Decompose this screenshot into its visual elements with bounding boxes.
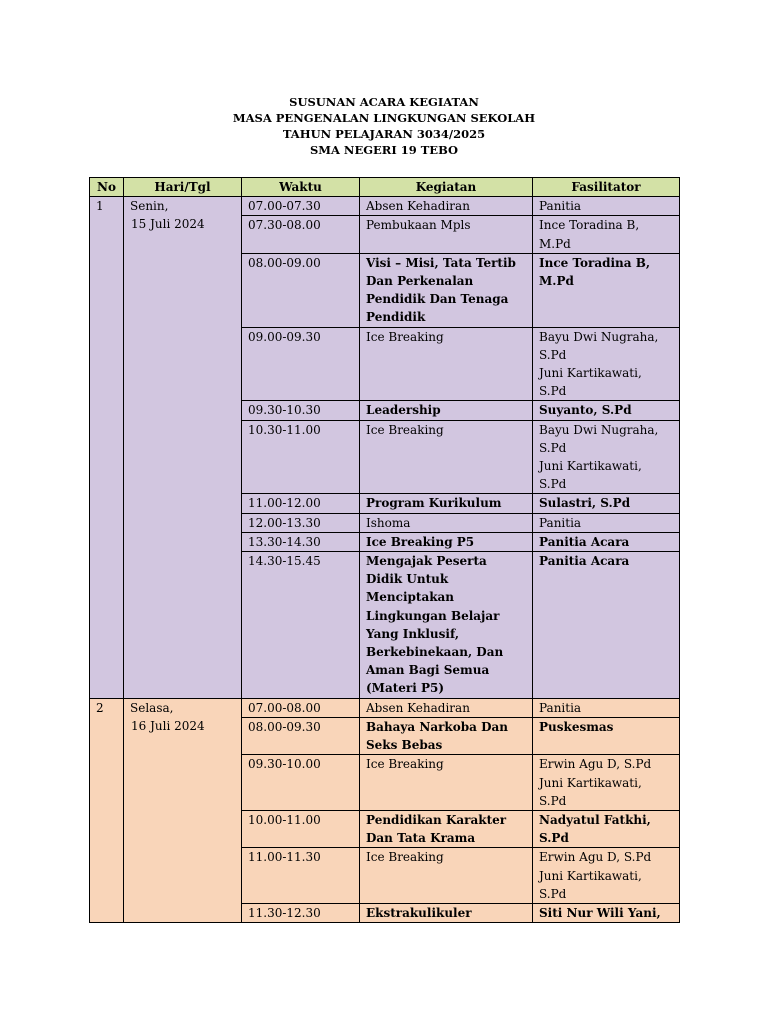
activity-cell: [360, 197, 533, 216]
facilitator-line: S.Pd: [539, 440, 567, 455]
facilitator-line: Panitia: [539, 515, 582, 530]
time-cell: 07.30-08.00: [242, 216, 360, 253]
table-row: [90, 698, 680, 717]
document-header: [0, 94, 768, 158]
facilitator-line: Suyanto, S.Pd: [539, 403, 632, 418]
time-cell: 09.30-10.30: [242, 401, 360, 420]
column-header-facilitator: Fasilitator: [533, 178, 680, 197]
activity-cell: [360, 216, 533, 253]
facilitator-line: Juni Kartikawati,: [539, 459, 642, 474]
time-cell: 09.30-10.00: [242, 755, 360, 811]
facilitator-cell: [533, 903, 680, 922]
activity-line: Mengajak Peserta: [366, 554, 487, 569]
facilitator-line: S.Pd: [539, 793, 567, 808]
activity-line: Dan Perkenalan: [366, 274, 474, 289]
time-cell: 07.00-07.30: [242, 197, 360, 216]
header-school: SMA NEGERI 19 TEBO: [309, 143, 459, 157]
facilitator-cell: [533, 420, 680, 494]
day-name: Selasa,: [130, 700, 174, 715]
activity-cell: [360, 552, 533, 699]
facilitator-cell: [533, 698, 680, 717]
column-header-activity: Kegiatan: [360, 178, 533, 197]
schedule-table: [89, 177, 680, 923]
activity-cell: [360, 532, 533, 551]
activity-line: Menciptakan: [366, 590, 455, 605]
facilitator-line: Bayu Dwi Nugraha,: [539, 329, 659, 344]
facilitator-line: Juni Kartikawati,: [539, 868, 642, 883]
facilitator-line: S.Pd: [539, 477, 567, 492]
activity-line: Visi – Misi, Tata Tertib: [366, 255, 516, 270]
activity-cell: [360, 903, 533, 922]
facilitator-line: Erwin Agu D, S.Pd: [539, 757, 652, 772]
activity-line: Yang Inklusif,: [366, 626, 460, 641]
activity-cell: [360, 494, 533, 513]
activity-line: Dan Tata Krama: [366, 831, 476, 846]
facilitator-cell: [533, 253, 680, 327]
activity-cell: [360, 698, 533, 717]
column-header-day: Hari/Tgl: [124, 178, 242, 197]
facilitator-line: S.Pd: [539, 347, 567, 362]
facilitator-line: Panitia Acara: [539, 534, 630, 549]
time-cell: 11.30-12.30: [242, 903, 360, 922]
facilitator-line: Erwin Agu D, S.Pd: [539, 850, 652, 865]
facilitator-line: Panitia Acara: [539, 554, 630, 569]
header-title: SUSUNAN ACARA KEGIATAN: [289, 95, 479, 109]
time-cell: 13.30-14.30: [242, 532, 360, 551]
facilitator-line: S.Pd: [539, 384, 567, 399]
facilitator-cell: [533, 717, 680, 754]
activity-line: Ishoma: [366, 515, 411, 530]
activity-line: Pembukaan Mpls: [366, 218, 471, 233]
activity-cell: [360, 848, 533, 904]
facilitator-line: Sulastri, S.Pd: [539, 496, 631, 511]
activity-line: Ice Breaking: [366, 329, 444, 344]
table-header-row: [90, 178, 680, 197]
activity-line: Absen Kehadiran: [366, 199, 470, 214]
activity-line: (Materi P5): [366, 681, 445, 696]
facilitator-line: Panitia: [539, 199, 582, 214]
day-date: 16 Juli 2024: [131, 718, 205, 733]
time-cell: 12.00-13.30: [242, 513, 360, 532]
day-date-cell: [124, 698, 242, 922]
time-cell: 11.00-11.30: [242, 848, 360, 904]
header-subtitle: MASA PENGENALAN LINGKUNGAN SEKOLAH: [232, 111, 536, 125]
activity-cell: [360, 401, 533, 420]
day-number-cell: 2: [90, 698, 124, 922]
activity-line: Absen Kehadiran: [366, 700, 470, 715]
activity-line: Program Kurikulum: [366, 496, 502, 511]
schedule-body: [90, 197, 680, 923]
facilitator-line: Ince Toradina B,: [539, 255, 651, 270]
day-name: Senin,: [130, 199, 169, 214]
facilitator-cell: [533, 848, 680, 904]
activity-line: Ice Breaking: [366, 422, 444, 437]
facilitator-line: Juni Kartikawati,: [539, 775, 642, 790]
facilitator-cell: [533, 327, 680, 401]
activity-cell: [360, 717, 533, 754]
activity-line: Leadership: [366, 403, 441, 418]
time-cell: 08.00-09.30: [242, 717, 360, 754]
column-header-no: No: [90, 178, 124, 197]
header-academic-year: TAHUN PELAJARAN 3034/2025: [282, 127, 486, 141]
activity-cell: [360, 420, 533, 494]
facilitator-cell: [533, 513, 680, 532]
activity-line: Lingkungan Belajar: [366, 608, 500, 623]
facilitator-line: M.Pd: [539, 274, 574, 289]
facilitator-line: Nadyatul Fatkhi,: [539, 812, 651, 827]
activity-line: Pendidik Dan Tenaga: [366, 292, 509, 307]
time-cell: 11.00-12.00: [242, 494, 360, 513]
facilitator-line: Ince Toradina B,: [539, 218, 640, 233]
activity-cell: [360, 253, 533, 327]
activity-line: Ice Breaking: [366, 850, 444, 865]
facilitator-line: Panitia: [539, 700, 582, 715]
activity-line: Bahaya Narkoba Dan: [366, 719, 508, 734]
time-cell: 10.30-11.00: [242, 420, 360, 494]
time-cell: 09.00-09.30: [242, 327, 360, 401]
activity-line: Didik Untuk: [366, 572, 449, 587]
activity-line: Ice Breaking: [366, 757, 444, 772]
table-row: [90, 197, 680, 216]
activity-line: Pendidik: [366, 310, 426, 325]
facilitator-cell: [533, 401, 680, 420]
activity-cell: [360, 513, 533, 532]
activity-line: Berkebinekaan, Dan: [366, 645, 504, 660]
facilitator-line: Siti Nur Wili Yani,: [539, 905, 661, 920]
time-cell: 10.00-11.00: [242, 810, 360, 847]
facilitator-cell: [533, 216, 680, 253]
facilitator-line: Bayu Dwi Nugraha,: [539, 422, 659, 437]
activity-cell: [360, 810, 533, 847]
activity-line: Seks Bebas: [366, 738, 443, 753]
day-date-cell: [124, 197, 242, 698]
facilitator-line: S.Pd: [539, 886, 567, 901]
facilitator-line: Juni Kartikawati,: [539, 366, 642, 381]
activity-line: Pendidikan Karakter: [366, 812, 507, 827]
time-cell: 07.00-08.00: [242, 698, 360, 717]
facilitator-cell: [533, 532, 680, 551]
activity-line: Ice Breaking P5: [366, 534, 475, 549]
facilitator-line: M.Pd: [539, 236, 571, 251]
facilitator-cell: [533, 552, 680, 699]
column-header-time: Waktu: [242, 178, 360, 197]
facilitator-cell: [533, 755, 680, 811]
day-date: 15 Juli 2024: [131, 217, 205, 232]
facilitator-cell: [533, 197, 680, 216]
time-cell: 14.30-15.45: [242, 552, 360, 699]
facilitator-cell: [533, 494, 680, 513]
time-cell: 08.00-09.00: [242, 253, 360, 327]
day-number-cell: 1: [90, 197, 124, 698]
activity-line: Ekstrakulikuler: [366, 905, 472, 920]
activity-line: Aman Bagi Semua: [366, 663, 490, 678]
activity-cell: [360, 755, 533, 811]
facilitator-line: S.Pd: [539, 831, 569, 846]
facilitator-cell: [533, 810, 680, 847]
activity-cell: [360, 327, 533, 401]
facilitator-line: Puskesmas: [539, 719, 614, 734]
